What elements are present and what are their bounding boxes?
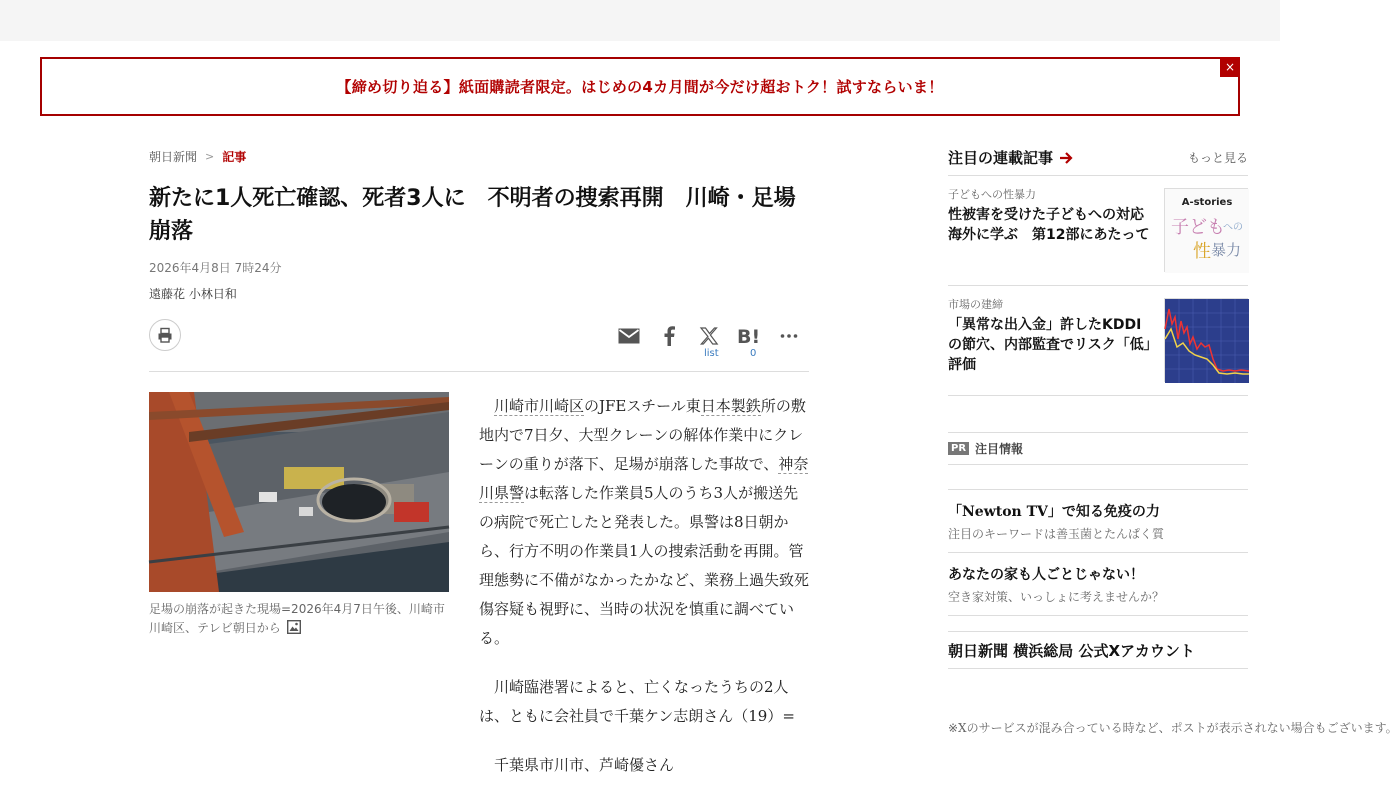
x-account-heading[interactable]: 朝日新聞 横浜総局 公式Xアカウント [948,631,1248,669]
pr-heading [948,432,1248,465]
thumb-text-2: への [1223,222,1243,233]
share-more-button[interactable] [769,322,809,350]
hatena-share-count[interactable]: 0 [750,348,757,359]
article-body [479,392,809,800]
hatena-icon [737,326,761,346]
more-icon [780,333,798,339]
facebook-icon [663,326,675,346]
thumb-text-3: 性 [1193,241,1211,262]
keyword-link[interactable]: 日本製鉄 [700,397,761,415]
series-heading-label: 注目の連載記事 [948,149,1054,167]
pr-item[interactable] [948,553,1248,616]
series-title[interactable]: 性被害を受けた子どもへの対応 海外に学ぶ 第12部にあたって [948,207,1158,243]
mail-icon [618,328,640,344]
print-button[interactable] [149,319,181,351]
share-buttons [609,322,809,350]
pr-item[interactable] [948,490,1248,553]
pr-item-title[interactable]: 「Newton TV」で知る免疫の力 [948,504,1160,520]
pr-section [948,432,1248,616]
article-photo[interactable] [149,392,449,592]
close-icon[interactable]: × [1220,57,1240,77]
breadcrumb-current[interactable]: 記事 [222,150,247,164]
series-title[interactable]: 「異常な出入金」許したKDDIの節穴、内部監査でリスク「低」評価 [948,317,1151,373]
pr-spacer [948,465,1248,490]
photo-caption [149,600,449,640]
share-hatena-button[interactable] [729,322,769,350]
article-paragraph: 川崎臨港署によると、亡くなったうちの2人は、ともに会社員で千葉ケン志朗さん（19）= [479,678,795,725]
article-toolbar [149,318,809,372]
series-thumbnail[interactable] [1164,188,1248,272]
keyword-link[interactable]: 川崎市川崎区 [494,397,585,415]
pr-heading-label: 注目情報 [975,442,1024,456]
x-account-note: ※Xのサービスが混み合っている時など、ポストが表示されない場合もございます。 [948,721,1398,735]
series-heading-title[interactable] [948,147,1073,168]
arrow-right-icon [1059,151,1073,165]
pr-badge: PR [948,442,969,455]
article-paragraph [479,392,809,653]
top-bar [0,0,1280,41]
keyword-link[interactable]: 神奈川県警 [479,455,809,502]
x-share-count[interactable]: list [704,348,719,359]
sidebar [948,140,1248,396]
article-figure [149,392,449,640]
promo-text[interactable]: 【締め切り迫る】紙面購読者限定。はじめの4カ月間が今だけ超おトク！試すならいま！ [336,78,944,96]
series-tag: 市場の建締 [948,298,1003,311]
thumb-text-1: 子ども [1171,217,1225,238]
more-link[interactable]: もっと見る [1187,151,1248,165]
print-icon [157,327,173,343]
breadcrumb-home[interactable]: 朝日新聞 [149,150,198,164]
article-authors[interactable]: 遠藤花 小林日和 [149,287,237,301]
share-x-button[interactable] [689,322,729,350]
thumb-brand: A-stories [1181,197,1233,208]
paragraph-text: は転落した作業員5人のうち3人が搬送先の病院で死亡したと発表した。県警は8日朝から、行方不明の作業員1人の捜索活動を再開。管理態勢に不備がなかったかなど、業務上過失致死傷容疑も視野に、当時の状況を慎重に調べている。 [479,484,810,647]
paragraph-text: のJFEスチール東 [584,397,701,415]
x-icon [700,327,718,345]
series-item[interactable] [948,176,1248,286]
article-title: 新たに1人死亡確認、死者3人に 不明者の捜索再開 川崎・足場崩落 [149,186,796,244]
svg-text:B!: B! [737,326,761,348]
series-item[interactable] [948,286,1248,396]
promo-banner[interactable] [40,57,1240,116]
paragraph-text: 所の敷地内で7日夕、大型クレーンの解体作業中にクレーンの重りが落下、足場が崩落した事故で、 [479,397,806,473]
article-date: 2026年4月8日 7時24分 [149,261,282,275]
share-mail-button[interactable] [609,322,649,350]
pr-item-title[interactable]: あなたの家も人ごとじゃない！ [948,567,1144,583]
breadcrumb [149,148,246,165]
share-facebook-button[interactable] [649,322,689,350]
article-paragraph: 千葉県市川市、芦崎優さん [494,756,675,774]
breadcrumb-separator: > [205,150,215,163]
series-thumbnail[interactable] [1164,298,1248,382]
series-tag: 子どもへの性暴力 [948,188,1036,201]
photo-caption-text: 足場の崩落が起きた現場=2026年4月7日午後、川崎市川崎区、テレビ朝日から [149,602,445,635]
pr-item-subtitle: 空き家対策、いっしょに考えませんか？ [948,590,1165,604]
expand-image-icon[interactable] [287,620,301,640]
pr-item-subtitle: 注目のキーワードは善玉菌とたんぱく質 [948,527,1165,541]
thumb-text-4: 暴力 [1211,241,1242,259]
series-heading [948,140,1248,176]
